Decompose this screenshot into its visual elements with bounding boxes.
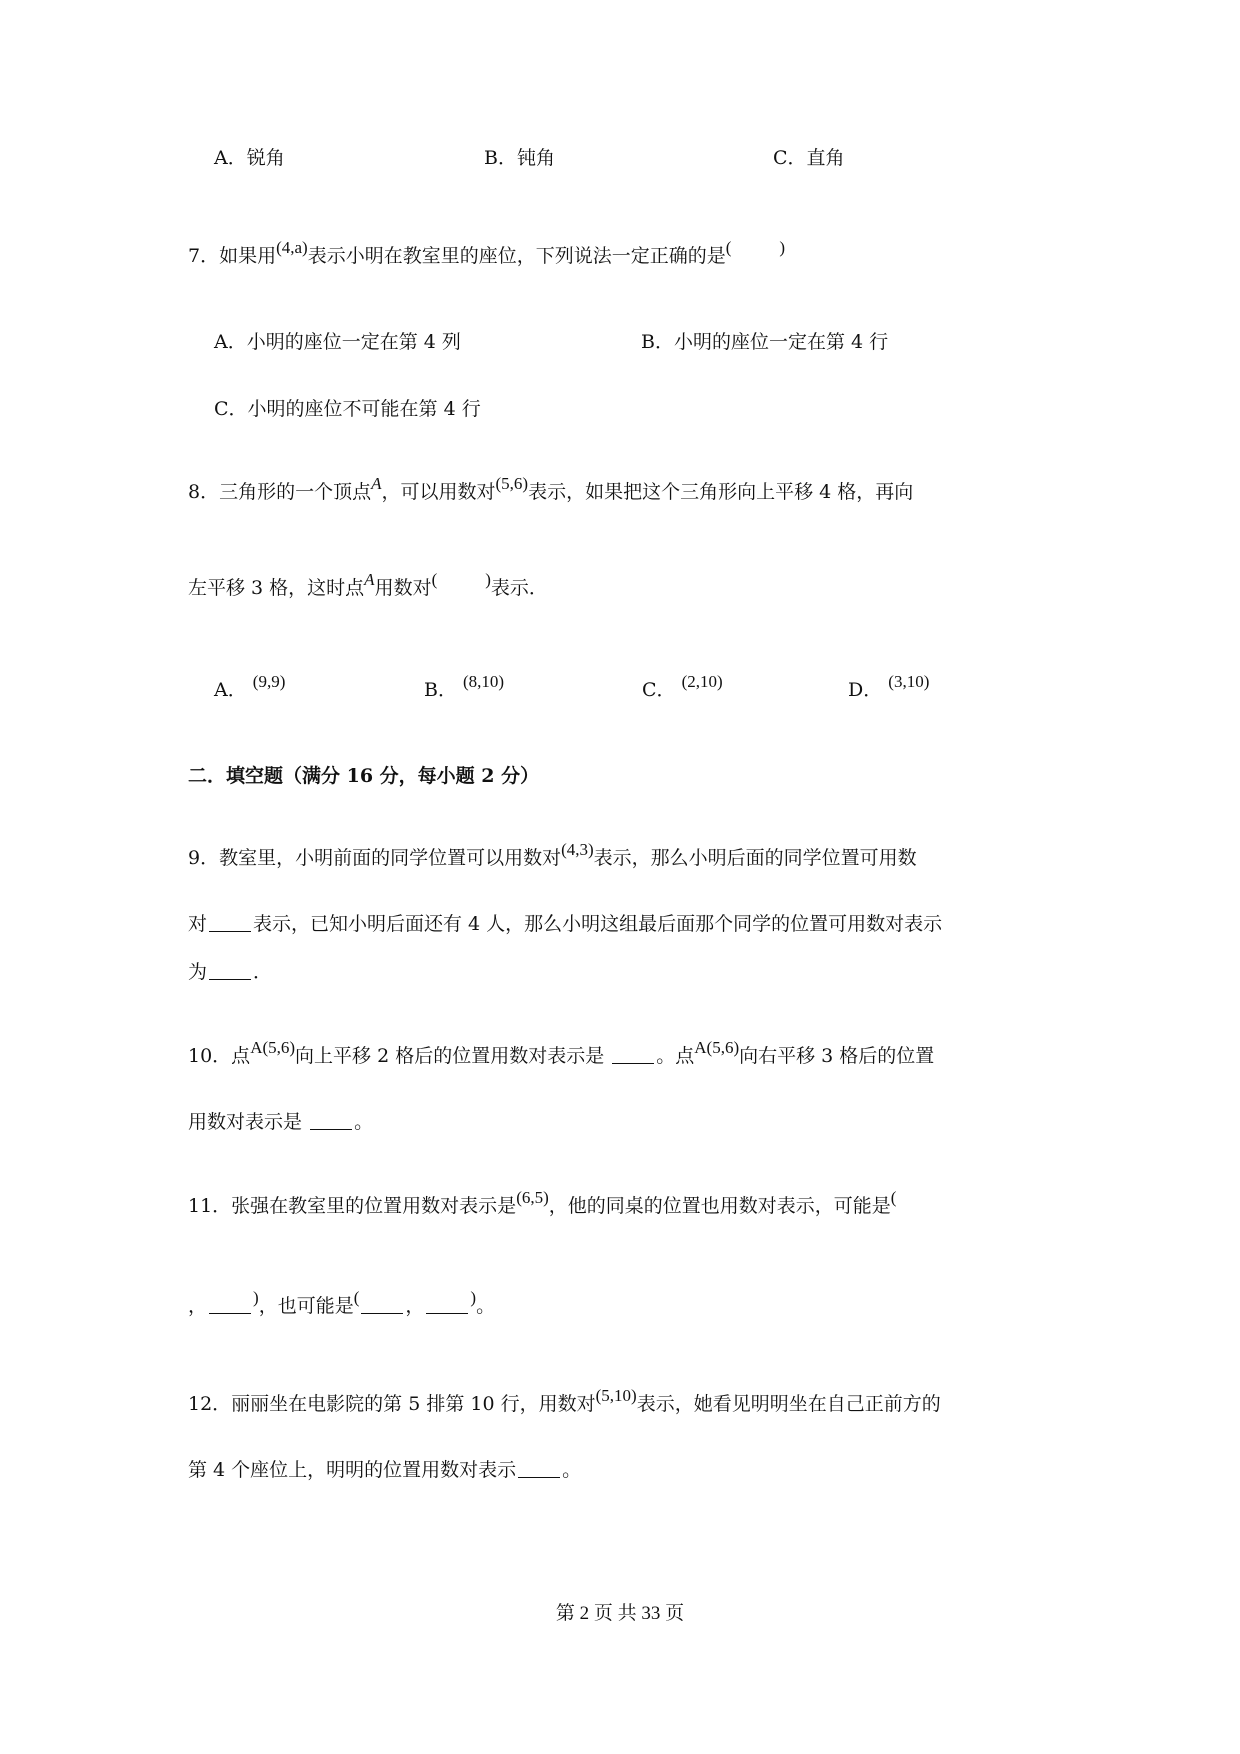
q6-option-c: C．直角 (773, 147, 845, 169)
q12-stem-line1: 12．丽丽坐在电影院的第 5 排第 10 行，用数对(5,10)表示，她看见明明坐在自己正前方的 (188, 1386, 941, 1415)
q7-prefix: 7．如果用 (188, 245, 277, 267)
q6-option-a: A．锐角 (214, 147, 285, 169)
q10-blank-2[interactable] (310, 1113, 352, 1130)
q9-stem-line1: 9．教室里，小明前面的同学位置可以用数对(4,3)表示，那么小明后面的同学位置可用数 (188, 840, 917, 869)
q8-point: A (371, 474, 382, 493)
q8-line2-prefix: 左平移 3 格，这时点 (188, 577, 365, 599)
q8-option-d: D． (3,10) (848, 672, 930, 701)
q8-line2-mid: 用数对 (374, 577, 432, 599)
q6-option-b: B．钝角 (484, 147, 555, 169)
q8-line1-prefix: 8．三角形的一个顶点 (188, 481, 372, 503)
q8-point-ref: A (364, 570, 375, 589)
q8-pair: (5,6) (495, 474, 529, 493)
q7-paren-open: ( (725, 238, 732, 257)
q8-line1-suffix: 表示，如果把这个三角形向上平移 4 格，再向 (528, 481, 914, 503)
q7-option-a: A．小明的座位一定在第 4 列 (214, 331, 461, 353)
q11-blank-1[interactable] (209, 1297, 251, 1314)
q7-option-c: C．小明的座位不可能在第 4 行 (214, 398, 481, 420)
q11-pair: (6,5) (516, 1188, 549, 1207)
page-footer: 第 2 页 共 33 页 (555, 1603, 685, 1624)
q8-line1-mid: ，可以用数对 (381, 481, 496, 503)
q7-option-b: B．小明的座位一定在第 4 行 (641, 331, 889, 353)
q8-line2-suffix: 表示． (490, 577, 548, 599)
q8-paren-close: ) (485, 570, 491, 589)
q8-option-b: B． (8,10) (424, 672, 505, 701)
q8-stem-line1 (188, 472, 913, 504)
q8-option-a: A． (9,9) (214, 672, 286, 701)
q11-blank-3[interactable] (426, 1297, 468, 1314)
section-heading-fill-in-blank: 二．填空题（满分 16 分，每小题 2 分） (188, 765, 540, 787)
q10-pair-1: A(5,6) (250, 1038, 296, 1057)
q7-paren-close: ) (779, 238, 786, 257)
q10-stem-line2: 用数对表示是 。 (188, 1111, 374, 1133)
q10-pair-2: A(5,6) (694, 1038, 740, 1057)
q12-blank[interactable] (518, 1461, 560, 1478)
q10-blank-1[interactable] (612, 1047, 654, 1064)
q9-blank-1[interactable] (209, 915, 251, 932)
q11-stem-line1: 11．张强在教室里的位置用数对表示是(6,5)，他的同桌的位置也用数对表示，可能是( (188, 1188, 897, 1217)
q9-pair: (4,3) (561, 840, 594, 859)
q9-blank-2[interactable] (209, 963, 251, 980)
q7-pair: (4,a) (276, 238, 308, 257)
q7-suffix: 表示小明在教室里的座位，下列说法一定正确的是 (307, 245, 726, 267)
q8-option-c: C． (2,10) (642, 672, 723, 701)
q9-stem-line3: 为 ． (188, 961, 273, 983)
q10-stem-line1: 10．点A(5,6)向上平移 2 格后的位置用数对表示是 。点A(5,6)向右平移 3 格后的位置 (188, 1038, 935, 1067)
q8-paren-open: ( (431, 570, 438, 589)
q9-stem-line2: 对 表示，已知小明后面还有 4 人，那么小明这组最后面那个同学的位置可用数对表示 (188, 913, 943, 935)
q8-stem-line2 (188, 568, 548, 600)
q12-stem-line2: 第 4 个座位上，明明的位置用数对表示 。 (188, 1459, 582, 1481)
q11-blank-2[interactable] (361, 1297, 403, 1314)
q11-stem-line2: ， )，也可能是( ， )。 (188, 1288, 496, 1317)
q12-pair: (5,10) (595, 1386, 637, 1405)
q7-stem (188, 236, 785, 268)
